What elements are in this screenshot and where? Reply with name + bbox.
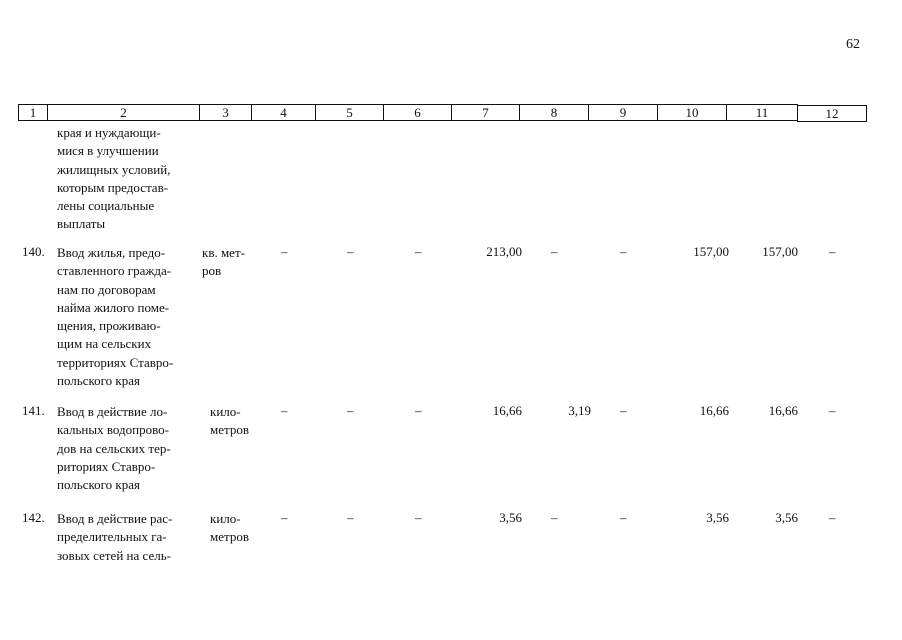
header-col-6: 6 — [383, 104, 452, 121]
desc-line: Ввод в действие ло- — [57, 404, 168, 419]
cell-col-7: 16,66 — [492, 403, 522, 418]
desc-line: кальных водопрово- — [57, 422, 169, 438]
cell-col-4: – — [281, 403, 288, 418]
row-description — [57, 510, 195, 565]
desc-line: польского края — [57, 477, 140, 493]
row-unit — [202, 244, 262, 281]
cell-col-8: – — [551, 244, 558, 259]
header-col-9: 9 — [588, 104, 658, 121]
row-description — [57, 244, 195, 390]
desc-line: жилищных условий, — [57, 161, 171, 177]
header-col-1: 1 — [18, 104, 48, 121]
cell-col-9: – — [620, 244, 627, 259]
cell-col-6: – — [415, 403, 422, 418]
desc-line: выплаты — [57, 216, 106, 232]
desc-line: Ввод в действие рас- — [57, 511, 173, 526]
row-description — [57, 403, 195, 494]
unit-line: кв. мет- — [202, 245, 245, 260]
row-unit — [210, 403, 270, 440]
header-col-12: 12 — [797, 105, 867, 122]
cell-col-5: – — [347, 510, 354, 525]
continuation-desc — [57, 124, 195, 234]
desc-line: нам по договорам — [57, 281, 156, 297]
cell-col-10: 16,66 — [699, 403, 729, 418]
unit-line: метров — [210, 529, 249, 545]
row-number: 140. — [22, 244, 45, 259]
desc-line: щим на сельских — [57, 336, 152, 352]
desc-line: края и нуждающи- — [57, 125, 161, 140]
unit-line: ров — [202, 263, 222, 279]
header-col-3: 3 — [199, 104, 252, 121]
cell-col-10: 3,56 — [706, 510, 729, 525]
cell-col-4: – — [281, 510, 288, 525]
header-col-4: 4 — [251, 104, 316, 121]
cell-col-6: – — [415, 510, 422, 525]
cell-col-11: 157,00 — [762, 244, 798, 259]
cell-col-12: – — [829, 510, 836, 525]
cell-col-7: 3,56 — [499, 510, 522, 525]
header-col-7: 7 — [451, 104, 520, 121]
desc-line: которым предостав- — [57, 179, 169, 195]
cell-col-9: – — [620, 510, 627, 525]
header-col-8: 8 — [519, 104, 589, 121]
desc-line: зовых сетей на сель- — [57, 547, 171, 563]
cell-col-12: – — [829, 403, 836, 418]
header-col-10: 10 — [657, 104, 727, 121]
cell-col-8: 3,19 — [568, 403, 591, 418]
row-number: 141. — [22, 403, 45, 418]
row-unit — [210, 510, 270, 547]
unit-line: метров — [210, 422, 249, 438]
cell-col-6: – — [415, 244, 422, 259]
desc-line: польского края — [57, 373, 140, 389]
row-number: 142. — [22, 510, 45, 525]
header-col-2: 2 — [47, 104, 200, 121]
desc-line: найма жилого поме- — [57, 299, 170, 315]
desc-line: лены социальные — [57, 198, 155, 214]
cell-col-7: 213,00 — [486, 244, 522, 259]
cell-col-11: 3,56 — [775, 510, 798, 525]
header-col-5: 5 — [315, 104, 384, 121]
unit-line: кило- — [210, 511, 241, 526]
cell-col-11: 16,66 — [768, 403, 798, 418]
cell-col-5: – — [347, 403, 354, 418]
desc-line: ставленного гражда- — [57, 263, 172, 279]
cell-col-9: – — [620, 403, 627, 418]
unit-line: кило- — [210, 404, 241, 419]
cell-col-10: 157,00 — [693, 244, 729, 259]
cell-col-12: – — [829, 244, 836, 259]
desc-line: территориях Ставро- — [57, 354, 174, 370]
desc-line: щения, проживаю- — [57, 318, 161, 334]
table-header-row — [18, 104, 867, 122]
desc-line: Ввод жилья, предо- — [57, 245, 166, 260]
cell-col-4: – — [281, 244, 288, 259]
desc-line: пределительных га- — [57, 529, 167, 545]
page-number: 62 — [846, 37, 860, 52]
desc-line: мися в улучшении — [57, 143, 159, 159]
cell-col-8: – — [551, 510, 558, 525]
desc-line: риториях Ставро- — [57, 458, 156, 474]
cell-col-5: – — [347, 244, 354, 259]
header-col-11: 11 — [726, 104, 798, 121]
desc-line: дов на сельских тер- — [57, 440, 171, 456]
